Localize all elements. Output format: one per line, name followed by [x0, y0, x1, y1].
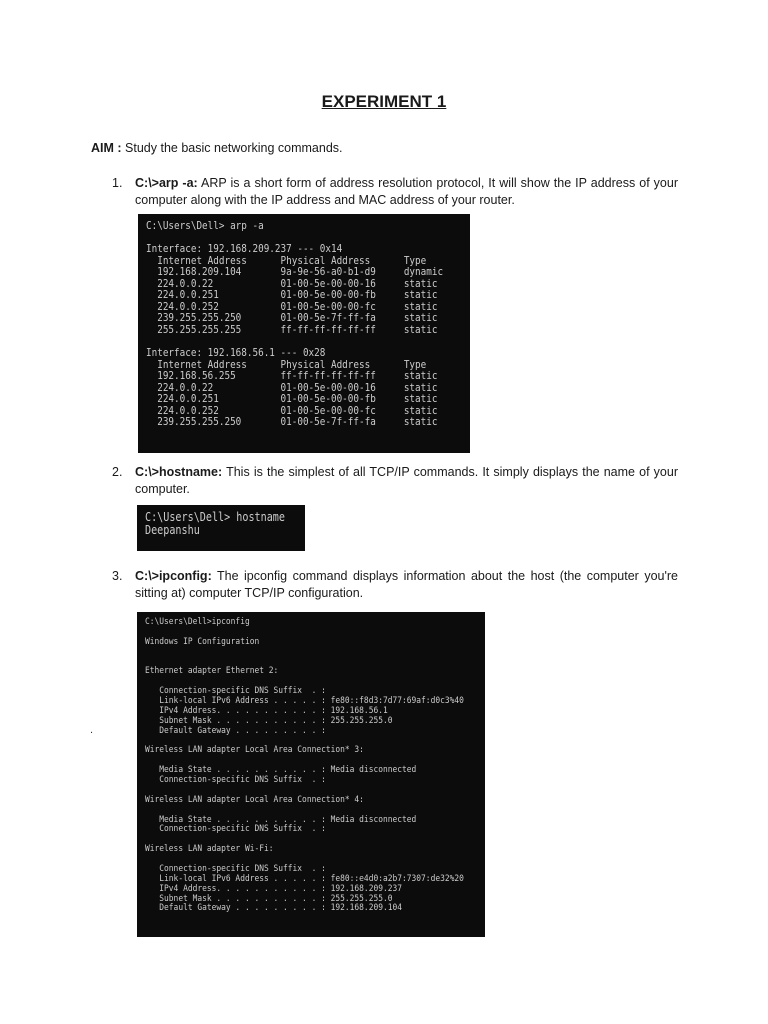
list-item-text — [135, 568, 678, 601]
stray-mark: . — [90, 724, 94, 736]
terminal-output: C:\Users\Dell> hostname Deepanshu — [145, 510, 285, 538]
terminal-screenshot-ipconfig — [137, 612, 485, 937]
command-description: The ipconfig command displays information about the host (the computer you're sitting at) computer TCP/IP configuration. — [135, 569, 678, 600]
list-number: 3. — [112, 569, 123, 583]
terminal-output: C:\Users\Dell>ipconfig Windows IP Configuration Ethernet adapter Ethernet 2: Connection-specific DNS Suffix . : Link-local IPv6 Address . . . . . : fe80::f8d3:7d77:69af:d0c3%40 IPv4 Address. . . . . . . . . . . : 192.168.56.1 Subnet Mask . . . . . . . . . . . : 255.255.255.0 Default Gateway . . . . . . . . . : Wireless LAN adapter Local Area Connection* 3: Media State . . . . . . . . . . . : Media disconnected Connection-specific DNS Suffix . : Wireless LAN adapter Local Area Connection* 4: Media State . . . . . . . . . . . : Media disconnected Connection-specific DNS Suffix . : Wireless LAN adapter Wi-Fi: Connection-specific DNS Suffix . : Link-local IPv6 Address . . . . . : fe80::e4d0:a2b7:7307:de32%20 IPv4 Address. . . . . . . . . . . : 192.168.209.237 Subnet Mask . . . . . . . . . . . : 255.255.255.0 Default Gateway . . . . . . . . . : 192.168.209.104 — [145, 617, 464, 914]
list-item-text — [135, 175, 678, 208]
terminal-screenshot-arp — [138, 214, 470, 453]
command-label: C:\>arp -a: — [135, 176, 198, 190]
command-label: C:\>hostname: — [135, 465, 223, 479]
list-number: 1. — [112, 176, 123, 190]
aim-text: Study the basic networking commands. — [125, 141, 343, 155]
aim-line — [91, 141, 343, 155]
list-number: 2. — [112, 465, 123, 479]
command-label: C:\>ipconfig: — [135, 569, 212, 583]
command-description: ARP is a short form of address resolution protocol, It will show the IP address of your computer along with the IP address and MAC address of your router. — [135, 176, 678, 207]
list-item-text — [135, 464, 678, 497]
command-description: This is the simplest of all TCP/IP commands. It simply displays the name of your computer. — [135, 465, 678, 496]
terminal-screenshot-hostname — [137, 505, 305, 551]
page-title: EXPERIMENT 1 — [321, 92, 447, 111]
terminal-output: C:\Users\Dell> arp -a Interface: 192.168.209.237 --- 0x14 Internet Address Physical Address Type 192.168.209.104 9a-9e-56-a0-b1-d9 dynamic 224.0.0.22 01-00-5e-00-00-16 static 224.0.0.251 01-00-5e-00-00-fb static 224.0.0.252 01-00-5e-00-00-fc static 239.255.255.250 01-00-5e-7f-ff-fa static 255.255.255.255 ff-ff-ff-ff-ff-ff static Interface: 192.168.56.1 --- 0x28 Internet Address Physical Address Type 192.168.56.255 ff-ff-ff-ff-ff-ff static 224.0.0.22 01-00-5e-00-00-16 static 224.0.0.251 01-00-5e-00-00-fb static 224.0.0.252 01-00-5e-00-00-fc static 239.255.255.250 01-00-5e-7f-ff-fa static — [146, 219, 444, 429]
aim-label: AIM : — [91, 141, 122, 155]
